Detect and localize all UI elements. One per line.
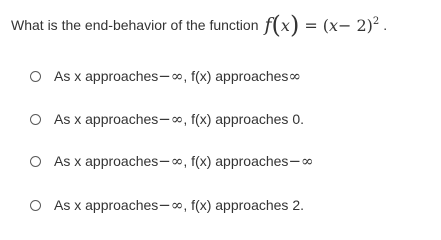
option-text-pre: As x approaches: [54, 111, 159, 127]
function-formula: [264, 13, 379, 37]
radio-button[interactable]: [30, 71, 41, 82]
function-variable: x: [280, 15, 290, 35]
open-paren: (: [271, 11, 281, 39]
option-limit-x: −∞: [158, 196, 184, 214]
question-period: .: [383, 17, 388, 33]
option-limit-x: −∞: [158, 152, 184, 170]
radio-button[interactable]: [30, 156, 41, 167]
option-text-pre: As x approaches: [54, 68, 159, 84]
answer-option-4[interactable]: [30, 194, 304, 216]
option-limit-fx: ∞: [288, 67, 301, 85]
option-limit-x: −∞: [158, 67, 184, 85]
option-limit-fx: −∞: [288, 152, 314, 170]
function-name: f: [264, 14, 272, 36]
answer-option-3[interactable]: [30, 150, 314, 172]
radio-button[interactable]: [30, 114, 41, 125]
option-text-mid: , f(x) approaches 2.: [183, 197, 304, 213]
answer-option-1[interactable]: [30, 65, 301, 87]
option-text-pre: As x approaches: [54, 153, 159, 169]
exponent: 2: [372, 15, 380, 27]
answer-option-2[interactable]: [30, 108, 304, 130]
rhs-rest: − 2): [338, 15, 373, 35]
question-prefix: What is the end-behavior of the function: [11, 17, 259, 33]
question-text: [11, 8, 387, 42]
option-text-mid: , f(x) approaches: [183, 68, 289, 84]
radio-button[interactable]: [30, 200, 41, 211]
option-text-pre: As x approaches: [54, 197, 159, 213]
option-text-mid: , f(x) approaches: [183, 153, 289, 169]
equals-sign: =: [304, 15, 318, 35]
close-paren: ): [289, 11, 300, 39]
option-text-mid: , f(x) approaches 0.: [183, 111, 304, 127]
rhs-variable: x: [328, 15, 338, 35]
option-limit-x: −∞: [158, 110, 184, 128]
rhs-open: (: [322, 15, 329, 35]
